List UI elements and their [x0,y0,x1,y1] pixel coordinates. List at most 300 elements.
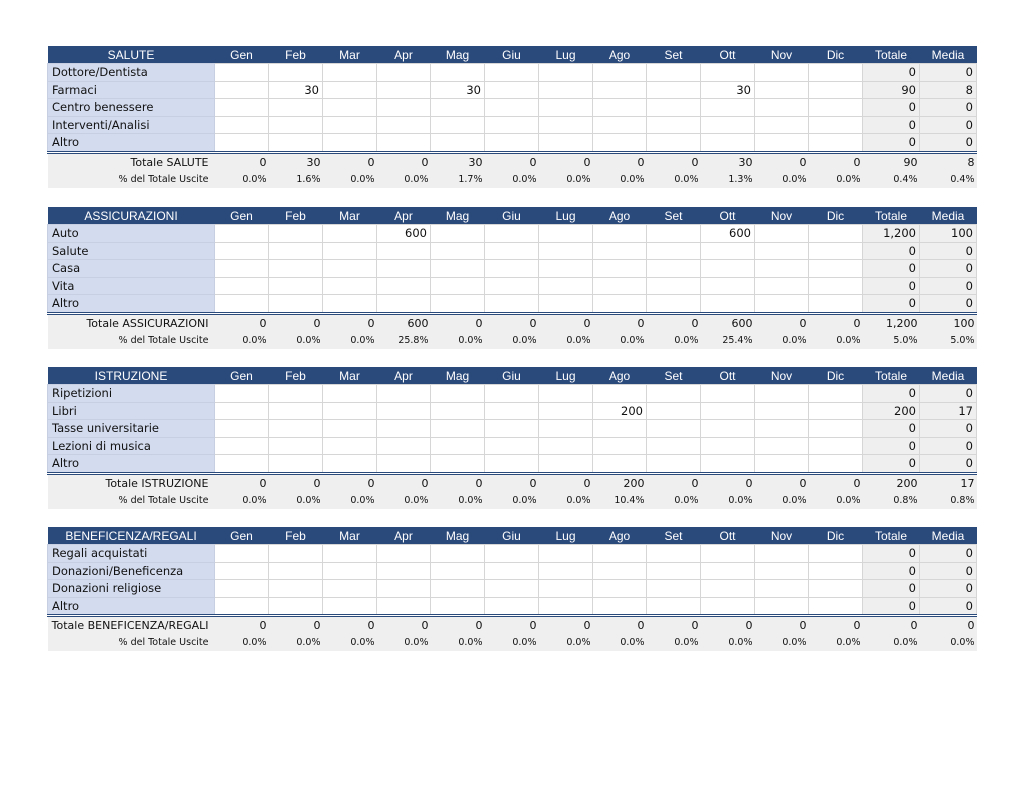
value-cell[interactable] [269,116,323,134]
value-cell[interactable] [269,420,323,438]
value-cell[interactable]: 30 [269,81,323,99]
value-cell[interactable] [647,455,701,474]
item-row [48,385,977,403]
totale-header: Totale [863,207,920,225]
value-cell[interactable] [593,295,647,314]
value-cell[interactable] [755,116,809,134]
value-cell[interactable] [323,562,377,580]
row-label: Interventi/Analisi [48,116,215,134]
value-cell[interactable] [377,385,431,403]
value-cell[interactable] [647,580,701,598]
value-cell[interactable] [755,420,809,438]
value-cell[interactable] [701,64,755,82]
value-cell[interactable] [755,437,809,455]
value-cell[interactable] [215,242,269,260]
value-cell[interactable] [647,562,701,580]
pct-cell: 0.0% [539,492,593,509]
row-totale: 0 [863,420,920,438]
value-cell[interactable] [215,562,269,580]
item-row [48,545,977,563]
value-cell[interactable] [269,225,323,243]
value-cell[interactable] [485,402,539,420]
row-totale: 0 [863,64,920,82]
value-cell[interactable] [485,99,539,117]
value-cell[interactable] [701,597,755,616]
value-cell[interactable] [485,437,539,455]
value-cell[interactable] [701,242,755,260]
value-cell[interactable] [323,545,377,563]
value-cell[interactable] [539,580,593,598]
value-cell[interactable] [755,260,809,278]
value-cell[interactable] [269,64,323,82]
value-cell[interactable]: 30 [431,81,485,99]
value-cell[interactable] [539,99,593,117]
value-cell[interactable] [809,385,863,403]
value-cell[interactable] [701,420,755,438]
value-cell[interactable] [377,64,431,82]
value-cell[interactable] [647,99,701,117]
pct-label: % del Totale Uscite [48,492,215,509]
value-cell[interactable] [809,420,863,438]
value-cell[interactable] [215,64,269,82]
value-cell[interactable] [539,116,593,134]
value-cell[interactable] [593,81,647,99]
row-media: 0 [920,385,977,403]
value-cell[interactable] [377,455,431,474]
value-cell[interactable] [809,277,863,295]
value-cell[interactable] [701,134,755,153]
value-cell[interactable] [323,116,377,134]
value-cell[interactable] [323,277,377,295]
value-cell[interactable] [809,225,863,243]
value-cell[interactable] [809,295,863,314]
value-cell[interactable] [377,597,431,616]
pct-cell: 1.6% [269,171,323,188]
value-cell[interactable] [377,580,431,598]
value-cell[interactable] [431,385,485,403]
total-cell: 0 [755,152,809,171]
value-cell[interactable] [593,225,647,243]
value-cell[interactable] [485,597,539,616]
row-media: 0 [920,420,977,438]
row-totale: 0 [863,580,920,598]
value-cell[interactable] [485,580,539,598]
total-cell: 0 [431,473,485,492]
value-cell[interactable] [647,295,701,314]
value-cell[interactable] [431,295,485,314]
value-cell[interactable] [593,99,647,117]
value-cell[interactable] [485,242,539,260]
value-cell[interactable] [431,420,485,438]
value-cell[interactable] [377,545,431,563]
row-label: Altro [48,455,215,474]
value-cell[interactable] [215,260,269,278]
value-cell[interactable] [215,597,269,616]
row-totale: 0 [863,545,920,563]
value-cell[interactable] [323,134,377,153]
pct-cell: 0.0% [809,634,863,651]
value-cell[interactable] [593,260,647,278]
value-cell[interactable] [755,295,809,314]
value-cell[interactable] [593,455,647,474]
value-cell[interactable] [539,134,593,153]
total-cell: 0 [647,616,701,635]
value-cell[interactable] [215,420,269,438]
value-cell[interactable] [269,597,323,616]
value-cell[interactable] [215,116,269,134]
value-cell[interactable] [269,437,323,455]
value-cell[interactable] [431,455,485,474]
value-cell[interactable] [701,260,755,278]
pct-cell: 1.7% [431,171,485,188]
value-cell[interactable] [269,295,323,314]
row-media: 0 [920,242,977,260]
value-cell[interactable] [755,455,809,474]
value-cell[interactable] [809,597,863,616]
value-cell[interactable] [485,295,539,314]
value-cell[interactable] [431,116,485,134]
value-cell[interactable] [593,277,647,295]
pct-cell: 10.4% [593,492,647,509]
value-cell[interactable]: 200 [593,402,647,420]
total-cell: 0 [269,473,323,492]
value-cell[interactable] [431,277,485,295]
total-cell: 0 [809,313,863,332]
value-cell[interactable] [215,455,269,474]
value-cell[interactable] [539,295,593,314]
totale-header: Totale [863,527,920,545]
value-cell[interactable] [323,597,377,616]
value-cell[interactable] [701,385,755,403]
value-cell[interactable] [485,116,539,134]
value-cell[interactable] [755,99,809,117]
value-cell[interactable] [215,225,269,243]
value-cell[interactable] [647,277,701,295]
value-cell[interactable] [647,260,701,278]
value-cell[interactable] [431,402,485,420]
pct-row [48,492,977,509]
value-cell[interactable] [215,580,269,598]
row-media: 0 [920,455,977,474]
value-cell[interactable] [593,385,647,403]
value-cell[interactable] [215,545,269,563]
section-table [47,46,977,188]
value-cell[interactable] [755,134,809,153]
value-cell[interactable] [647,437,701,455]
value-cell[interactable] [431,545,485,563]
value-cell[interactable]: 600 [701,225,755,243]
total-cell: 0 [539,152,593,171]
value-cell[interactable] [323,580,377,598]
value-cell[interactable] [215,277,269,295]
value-cell[interactable]: 600 [377,225,431,243]
value-cell[interactable] [323,420,377,438]
value-cell[interactable] [485,562,539,580]
value-cell[interactable] [323,64,377,82]
value-cell[interactable] [431,597,485,616]
value-cell[interactable] [431,580,485,598]
month-header: Set [647,46,701,64]
value-cell[interactable] [377,134,431,153]
value-cell[interactable] [485,455,539,474]
section-3 [47,527,977,651]
total-cell: 0 [755,616,809,635]
value-cell[interactable] [593,134,647,153]
value-cell[interactable] [485,277,539,295]
value-cell[interactable] [809,81,863,99]
value-cell[interactable] [755,385,809,403]
value-cell[interactable] [269,277,323,295]
value-cell[interactable] [323,295,377,314]
value-cell[interactable] [431,562,485,580]
value-cell[interactable] [377,420,431,438]
value-cell[interactable] [593,242,647,260]
value-cell[interactable] [377,99,431,117]
item-row [48,295,977,314]
month-header: Dic [809,46,863,64]
value-cell[interactable] [701,562,755,580]
value-cell[interactable] [323,437,377,455]
value-cell[interactable] [647,225,701,243]
pct-cell: 0.0% [647,332,701,349]
value-cell[interactable] [269,545,323,563]
value-cell[interactable] [539,597,593,616]
value-cell[interactable] [647,116,701,134]
value-cell[interactable] [701,116,755,134]
value-cell[interactable] [593,420,647,438]
value-cell[interactable] [755,242,809,260]
pct-cell: 0.0% [485,332,539,349]
value-cell[interactable] [269,385,323,403]
value-cell[interactable] [809,116,863,134]
value-cell[interactable] [431,134,485,153]
value-cell[interactable] [431,64,485,82]
value-cell[interactable] [755,580,809,598]
value-cell[interactable] [809,64,863,82]
total-cell: 0 [647,152,701,171]
pct-cell: 0.0% [323,492,377,509]
month-header: Mar [323,207,377,225]
value-cell[interactable] [377,277,431,295]
value-cell[interactable] [701,277,755,295]
value-cell[interactable] [431,437,485,455]
value-cell[interactable] [485,64,539,82]
row-label: Ripetizioni [48,385,215,403]
row-label: Libri [48,402,215,420]
value-cell[interactable] [323,402,377,420]
value-cell[interactable] [377,81,431,99]
value-cell[interactable] [593,597,647,616]
value-cell[interactable] [215,402,269,420]
value-cell[interactable] [269,242,323,260]
value-cell[interactable] [215,134,269,153]
value-cell[interactable] [431,242,485,260]
value-cell[interactable] [539,455,593,474]
value-cell[interactable] [539,64,593,82]
value-cell[interactable] [647,134,701,153]
value-cell[interactable] [485,81,539,99]
value-cell[interactable] [647,545,701,563]
row-label: Centro benessere [48,99,215,117]
row-label: Dottore/Dentista [48,64,215,82]
value-cell[interactable] [593,580,647,598]
value-cell[interactable] [809,562,863,580]
value-cell[interactable] [377,295,431,314]
item-row [48,64,977,82]
month-header: Set [647,367,701,385]
total-cell: 0 [323,616,377,635]
value-cell[interactable] [755,562,809,580]
month-header: Giu [485,527,539,545]
value-cell[interactable] [593,562,647,580]
value-cell[interactable] [377,242,431,260]
value-cell[interactable] [647,385,701,403]
value-cell[interactable] [755,64,809,82]
value-cell[interactable] [809,99,863,117]
value-cell[interactable] [539,562,593,580]
value-cell[interactable] [809,242,863,260]
value-cell[interactable] [647,242,701,260]
value-cell[interactable] [377,116,431,134]
total-cell: 200 [593,473,647,492]
month-header: Dic [809,527,863,545]
value-cell[interactable] [377,437,431,455]
value-cell[interactable] [647,402,701,420]
row-totale: 0 [863,385,920,403]
value-cell[interactable]: 30 [701,81,755,99]
total-cell: 0 [647,313,701,332]
pct-cell: 0.0% [809,332,863,349]
value-cell[interactable] [323,455,377,474]
value-cell[interactable] [701,437,755,455]
value-cell[interactable] [647,597,701,616]
value-cell[interactable] [485,385,539,403]
month-header: Apr [377,207,431,225]
row-totale: 0 [863,455,920,474]
value-cell[interactable] [755,277,809,295]
value-cell[interactable] [377,260,431,278]
section-0 [47,46,977,188]
value-cell[interactable] [539,225,593,243]
value-cell[interactable] [809,545,863,563]
total-cell: 0 [485,152,539,171]
value-cell[interactable] [593,64,647,82]
value-cell[interactable] [809,437,863,455]
value-cell[interactable] [593,116,647,134]
value-cell[interactable] [539,385,593,403]
value-cell[interactable] [431,225,485,243]
value-cell[interactable] [647,420,701,438]
value-cell[interactable] [809,455,863,474]
value-cell[interactable] [647,81,701,99]
value-cell[interactable] [215,99,269,117]
value-cell[interactable] [539,277,593,295]
value-cell[interactable] [539,437,593,455]
value-cell[interactable] [377,562,431,580]
value-cell[interactable] [485,260,539,278]
value-cell[interactable] [755,545,809,563]
value-cell[interactable] [323,99,377,117]
total-cell: 600 [701,313,755,332]
value-cell[interactable] [269,580,323,598]
total-cell: 0 [539,616,593,635]
value-cell[interactable] [269,260,323,278]
value-cell[interactable] [485,225,539,243]
value-cell[interactable] [539,242,593,260]
value-cell[interactable] [701,545,755,563]
value-cell[interactable] [269,402,323,420]
value-cell[interactable] [431,260,485,278]
value-cell[interactable] [485,545,539,563]
value-cell[interactable] [269,134,323,153]
value-cell[interactable] [593,545,647,563]
row-label: Vita [48,277,215,295]
value-cell[interactable] [701,402,755,420]
value-cell[interactable] [755,81,809,99]
value-cell[interactable] [539,260,593,278]
value-cell[interactable] [539,420,593,438]
row-totale: 0 [863,295,920,314]
header-row [48,207,977,225]
value-cell[interactable] [269,562,323,580]
month-header: Ott [701,527,755,545]
value-cell[interactable] [701,455,755,474]
row-totale: 0 [863,260,920,278]
value-cell[interactable] [755,402,809,420]
pct-cell: 0.0% [755,634,809,651]
pct-cell: 0.0% [647,171,701,188]
value-cell[interactable] [701,580,755,598]
pct-label: % del Totale Uscite [48,634,215,651]
value-cell[interactable] [323,242,377,260]
value-cell[interactable] [539,402,593,420]
value-cell[interactable] [323,81,377,99]
value-cell[interactable] [755,597,809,616]
value-cell[interactable] [323,260,377,278]
value-cell[interactable] [647,64,701,82]
totale-header: Totale [863,367,920,385]
row-media: 17 [920,402,977,420]
value-cell[interactable] [593,437,647,455]
row-totale: 1,200 [863,225,920,243]
value-cell[interactable] [323,225,377,243]
value-cell[interactable] [755,225,809,243]
value-cell[interactable] [701,99,755,117]
pct-totale: 5.0% [863,332,920,349]
value-cell[interactable] [269,99,323,117]
value-cell[interactable] [809,402,863,420]
value-cell[interactable] [323,385,377,403]
value-cell[interactable] [215,81,269,99]
row-media: 0 [920,277,977,295]
value-cell[interactable] [431,99,485,117]
value-cell[interactable] [539,81,593,99]
value-cell[interactable] [539,545,593,563]
value-cell[interactable] [701,295,755,314]
value-cell[interactable] [215,437,269,455]
value-cell[interactable] [485,420,539,438]
value-cell[interactable] [269,455,323,474]
value-cell[interactable] [215,295,269,314]
value-cell[interactable] [485,134,539,153]
pct-media: 0.8% [920,492,977,509]
value-cell[interactable] [215,385,269,403]
pct-cell: 0.0% [485,634,539,651]
value-cell[interactable] [377,402,431,420]
value-cell[interactable] [809,260,863,278]
value-cell[interactable] [809,580,863,598]
value-cell[interactable] [809,134,863,153]
